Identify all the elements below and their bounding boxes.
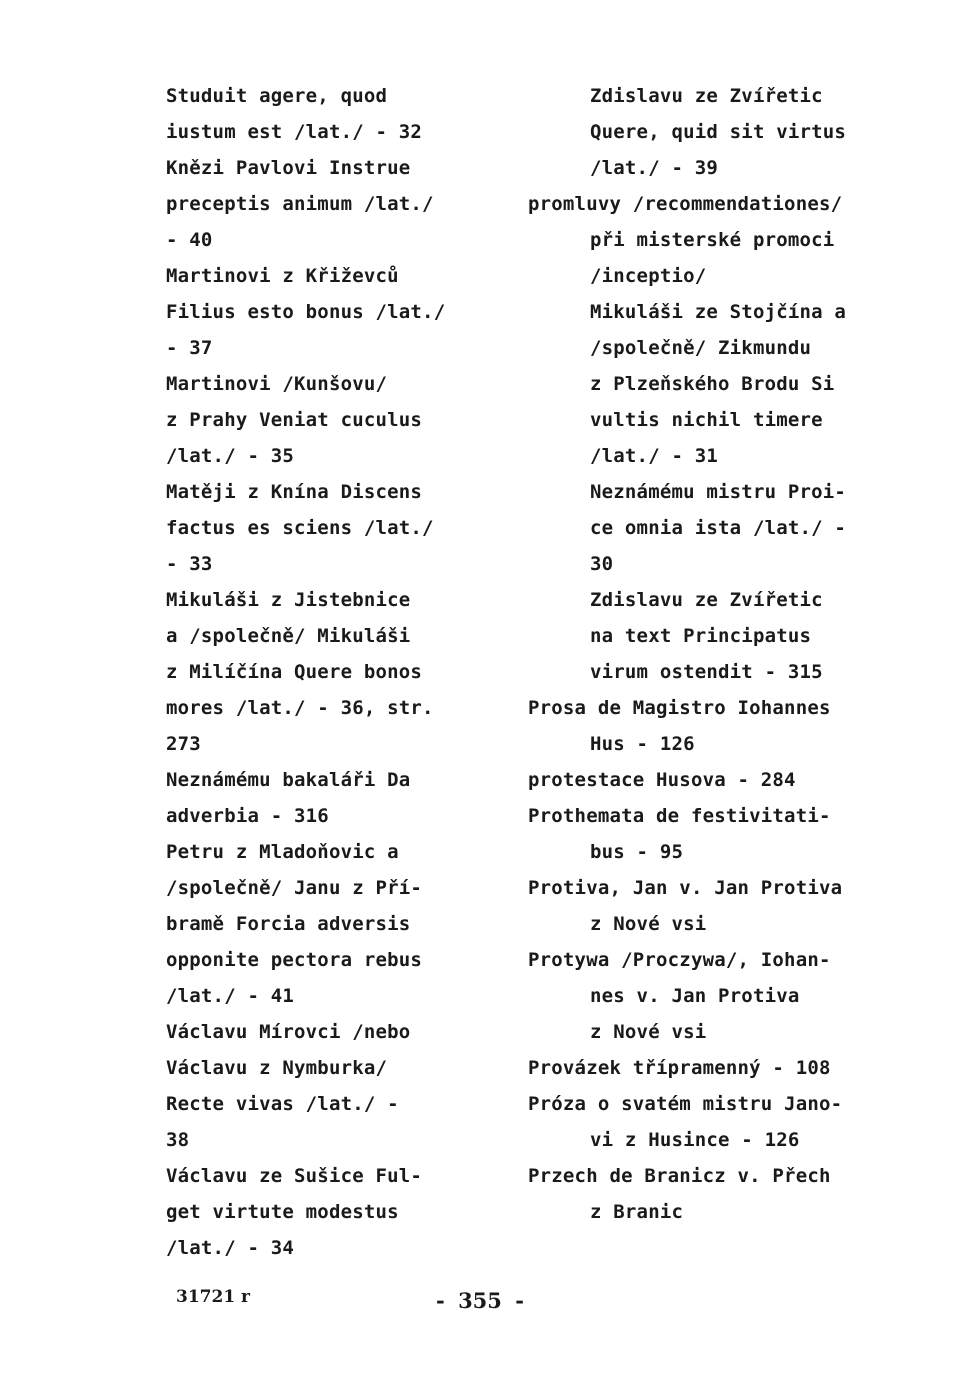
index-line: bus - 95 [590,841,684,863]
index-line: Václavu Mírovci /nebo [166,1021,411,1043]
index-line: 38 [166,1129,190,1151]
index-line: Studuit agere, quod [166,85,388,107]
index-line: - 37 [166,337,213,359]
index-line: factus es sciens /lat./ [166,517,434,539]
index-column-right [528,78,878,1230]
index-line: protestace Husova - 284 [528,769,796,791]
index-line: Quere, quid sit virtus [590,121,847,143]
index-line: Zdislavu ze Zvířetic [590,589,823,611]
index-line: Mikuláši z Jistebnice [166,589,411,611]
index-line: Knězi Pavlovi Instrue [166,157,411,179]
index-line: Przech de Branicz v. Přech [528,1165,831,1187]
index-line: /lat./ - 35 [166,445,295,467]
index-line: Petru z Mladoňovic a [166,841,399,863]
index-line: z Nové vsi [590,1021,707,1043]
index-line: /společně/ Zikmundu [590,337,812,359]
index-line: Provázek třípramenný - 108 [528,1057,831,1079]
index-line: /lat./ - 34 [166,1237,295,1259]
index-line: na text Principatus [590,625,812,647]
index-line: z Prahy Veniat cuculus [166,409,423,431]
index-line: Prosa de Magistro Iohannes [528,697,831,719]
index-line: Neznámému mistru Proi- [590,481,847,503]
index-line: z Branic [590,1201,684,1223]
index-line: Mikuláši ze Stojčína a [590,301,847,323]
index-line: a /společně/ Mikuláši [166,625,411,647]
index-line: promluvy /recommendationes/ [528,193,843,215]
index-line: /inceptio/ [590,265,707,287]
index-line: mores /lat./ - 36, str. [166,697,434,719]
index-line: opponite pectora rebus [166,949,423,971]
index-line: /lat./ - 31 [590,445,719,467]
index-line: - 33 [166,553,213,575]
index-line: /lat./ - 41 [166,985,295,1007]
index-line: preceptis animum /lat./ [166,193,434,215]
index-line: /společně/ Janu z Pří- [166,877,423,899]
index-line: Martinovi z Křiževců [166,265,399,287]
index-line: z Plzeňského Brodu Si [590,373,835,395]
index-line: - 40 [166,229,213,251]
index-line: Václavu ze Sušice Ful- [166,1165,423,1187]
index-line: vultis nichil timere [590,409,823,431]
index-line: 30 [590,553,614,575]
index-line: Václavu z Nymburka/ [166,1057,388,1079]
index-line: Protywa /Proczywa/, Iohan- [528,949,831,971]
index-line: Neznámému bakaláři Da [166,769,411,791]
index-line: vi z Husince - 126 [590,1129,800,1151]
index-line: /lat./ - 39 [590,157,719,179]
index-line: Zdislavu ze Zvířetic [590,85,823,107]
index-line: Prothemata de festivitati- [528,805,831,827]
index-line: Próza o svatém mistru Jano- [528,1093,843,1115]
index-line: nes v. Jan Protiva [590,985,800,1007]
index-line: adverbia - 316 [166,805,329,827]
index-line: Recte vivas /lat./ - [166,1093,399,1115]
index-line: Protiva, Jan v. Jan Protiva [528,877,843,899]
index-line: 273 [166,733,201,755]
index-line: z Nové vsi [590,913,707,935]
index-line: Martinovi /Kunšovu/ [166,373,388,395]
index-line: Matěji z Knína Discens [166,481,423,503]
document-code: 31721 r [176,1287,251,1307]
index-line: get virtute modestus [166,1201,399,1223]
index-line: Filius esto bonus /lat./ [166,301,446,323]
page-number: - 355 - [436,1288,524,1313]
index-line: ce omnia ista /lat./ - [590,517,847,539]
index-line: z Milíčína Quere bonos [166,661,423,683]
index-line: bramě Forcia adversis [166,913,411,935]
index-line: virum ostendit - 315 [590,661,823,683]
index-line: Hus - 126 [590,733,695,755]
index-line: při misterské promoci [590,229,835,251]
index-column-left [166,78,496,1266]
index-line: iustum est /lat./ - 32 [166,121,423,143]
